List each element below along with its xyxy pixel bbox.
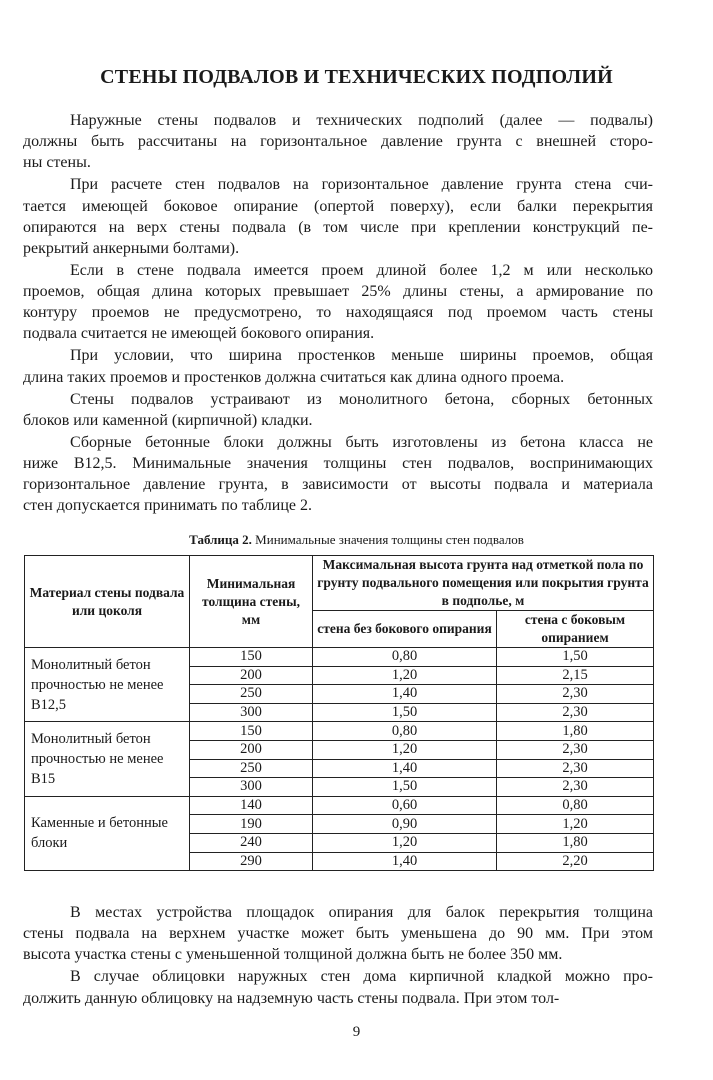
- without-support-cell: 0,80: [313, 722, 497, 741]
- page-number: 9: [352, 1024, 361, 1040]
- paragraph: [23, 389, 653, 431]
- paragraph: [23, 110, 653, 174]
- text-line: горизонтальное давление грунта, в зависимости от высоты подвала и материала: [23, 476, 653, 494]
- paragraph: [23, 966, 653, 1008]
- text-line: Сборные бетонные блоки должны быть изготовлены из бетона класса не: [70, 433, 653, 451]
- text-line: При расчете стен подвалов на горизонтальное давление грунта стена счи-: [70, 176, 653, 194]
- material-cell: Монолитный бетон прочностью не менее В12,5: [25, 648, 190, 722]
- paragraph: [23, 432, 653, 517]
- header-thickness: Минимальная толщина стены, мм: [190, 556, 313, 648]
- text-line: опираются на верх стены подвала (в том числе при креплении конструкций пе-: [23, 218, 653, 236]
- thickness-cell: 190: [190, 815, 313, 834]
- paragraph: [23, 260, 653, 345]
- without-support-cell: 0,60: [313, 796, 497, 815]
- material-cell: Монолитный бетон прочностью не менее В15: [25, 722, 190, 796]
- wall-thickness-table: [24, 555, 654, 871]
- text-line: стены подвала на верхнем участке может быть уменьшена до 90 мм. При этом: [23, 925, 653, 943]
- text-line: стен допускается принимать по таблице 2.: [23, 497, 312, 515]
- without-support-cell: 1,40: [313, 685, 497, 704]
- with-support-cell: 2,30: [497, 759, 654, 778]
- text-line: Если в стене подвала имеется проем длиной более 1,2 м или несколько: [70, 261, 653, 279]
- text-line: блоков или каменной (кирпичной) кладки.: [23, 411, 313, 429]
- paragraph: [23, 902, 653, 966]
- without-support-cell: 1,50: [313, 778, 497, 797]
- body-text-bottom: [23, 902, 653, 1010]
- text-line: В случае облицовки наружных стен дома кирпичной кладкой можно про-: [70, 968, 653, 986]
- with-support-cell: 2,30: [497, 778, 654, 797]
- text-line: ниже В12,5. Минимальные значения толщины стен подвалов, воспринимающих: [23, 454, 653, 472]
- text-line: должить данную облицовку на надземную часть стены подвала. При этом тол-: [23, 989, 560, 1007]
- table-row: [25, 722, 654, 741]
- with-support-cell: 2,30: [497, 703, 654, 722]
- section-title: СТЕНЫ ПОДВАЛОВ И ТЕХНИЧЕСКИХ ПОДПОЛИЙ: [100, 66, 613, 88]
- without-support-cell: 1,20: [313, 833, 497, 852]
- table-caption-label: Таблица 2.: [189, 532, 252, 547]
- table-caption: [0, 532, 713, 548]
- text-line: длина таких проемов и простенков должна считаться как длина одного проема.: [23, 368, 565, 386]
- paragraph: [23, 174, 653, 259]
- with-support-cell: 2,20: [497, 852, 654, 871]
- text-line: При условии, что ширина простенков меньше ширины проемов, общая: [70, 347, 653, 365]
- table-row: [25, 648, 654, 667]
- thickness-cell: 250: [190, 759, 313, 778]
- text-line: Наружные стены подвалов и технических подполий (далее — подвалы): [70, 112, 653, 129]
- with-support-cell: 2,30: [497, 740, 654, 759]
- without-support-cell: 1,40: [313, 759, 497, 778]
- text-line: рекрытий анкерными болтами).: [23, 239, 240, 257]
- text-line: контуру проемов не предусмотрено, то находящаяся под проемом часть стены: [23, 304, 653, 322]
- paragraph: [23, 345, 653, 387]
- text-line: проемов, общая длина которых превышает 25% длины стены, а армирование по: [23, 283, 653, 301]
- with-support-cell: 2,15: [497, 666, 654, 685]
- table-caption-text: Минимальные значения толщины стен подвалов: [255, 532, 524, 547]
- thickness-cell: 140: [190, 796, 313, 815]
- thickness-cell: 200: [190, 666, 313, 685]
- thickness-cell: 150: [190, 648, 313, 667]
- without-support-cell: 1,20: [313, 740, 497, 759]
- text-line: В местах устройства площадок опирания для балок перекрытия толщина: [70, 904, 653, 921]
- with-support-cell: 1,80: [497, 833, 654, 852]
- thickness-cell: 250: [190, 685, 313, 704]
- thickness-cell: 300: [190, 703, 313, 722]
- thickness-cell: 290: [190, 852, 313, 871]
- without-support-cell: 1,40: [313, 852, 497, 871]
- header-material: Материал стены подвала или цоколя: [25, 556, 190, 648]
- header-with-support: стена с боковым опиранием: [497, 611, 654, 648]
- thickness-cell: 150: [190, 722, 313, 741]
- thickness-cell: 240: [190, 833, 313, 852]
- with-support-cell: 2,30: [497, 685, 654, 704]
- header-max-height: Максимальная высота грунта над отметкой пола по грунту подвального помещения или покрытия грунта в подполье, м: [313, 556, 654, 611]
- header-without-support: стена без бокового опирания: [313, 611, 497, 648]
- text-line: должны быть рассчитаны на горизонтальное давление грунта с внешней сторо-: [23, 133, 653, 151]
- text-line: подвала считается не имеющей бокового опирания.: [23, 325, 375, 343]
- thickness-cell: 200: [190, 740, 313, 759]
- without-support-cell: 1,50: [313, 703, 497, 722]
- text-line: ны стены.: [23, 154, 91, 172]
- body-text-top: [23, 110, 653, 517]
- without-support-cell: 1,20: [313, 666, 497, 685]
- table-row: [25, 796, 654, 815]
- without-support-cell: 0,80: [313, 648, 497, 667]
- thickness-cell: 300: [190, 778, 313, 797]
- text-line: тается имеющей боковое опирание (опертой поверху), если балки перекрытия: [23, 197, 653, 215]
- without-support-cell: 0,90: [313, 815, 497, 834]
- with-support-cell: 1,50: [497, 648, 654, 667]
- text-line: высота участка стены с уменьшенной толщиной должна быть не более 350 мм.: [23, 946, 563, 964]
- material-cell: Каменные и бетонные блоки: [25, 796, 190, 870]
- with-support-cell: 0,80: [497, 796, 654, 815]
- text-line: Стены подвалов устраивают из монолитного бетона, сборных бетонных: [70, 390, 653, 408]
- with-support-cell: 1,20: [497, 815, 654, 834]
- with-support-cell: 1,80: [497, 722, 654, 741]
